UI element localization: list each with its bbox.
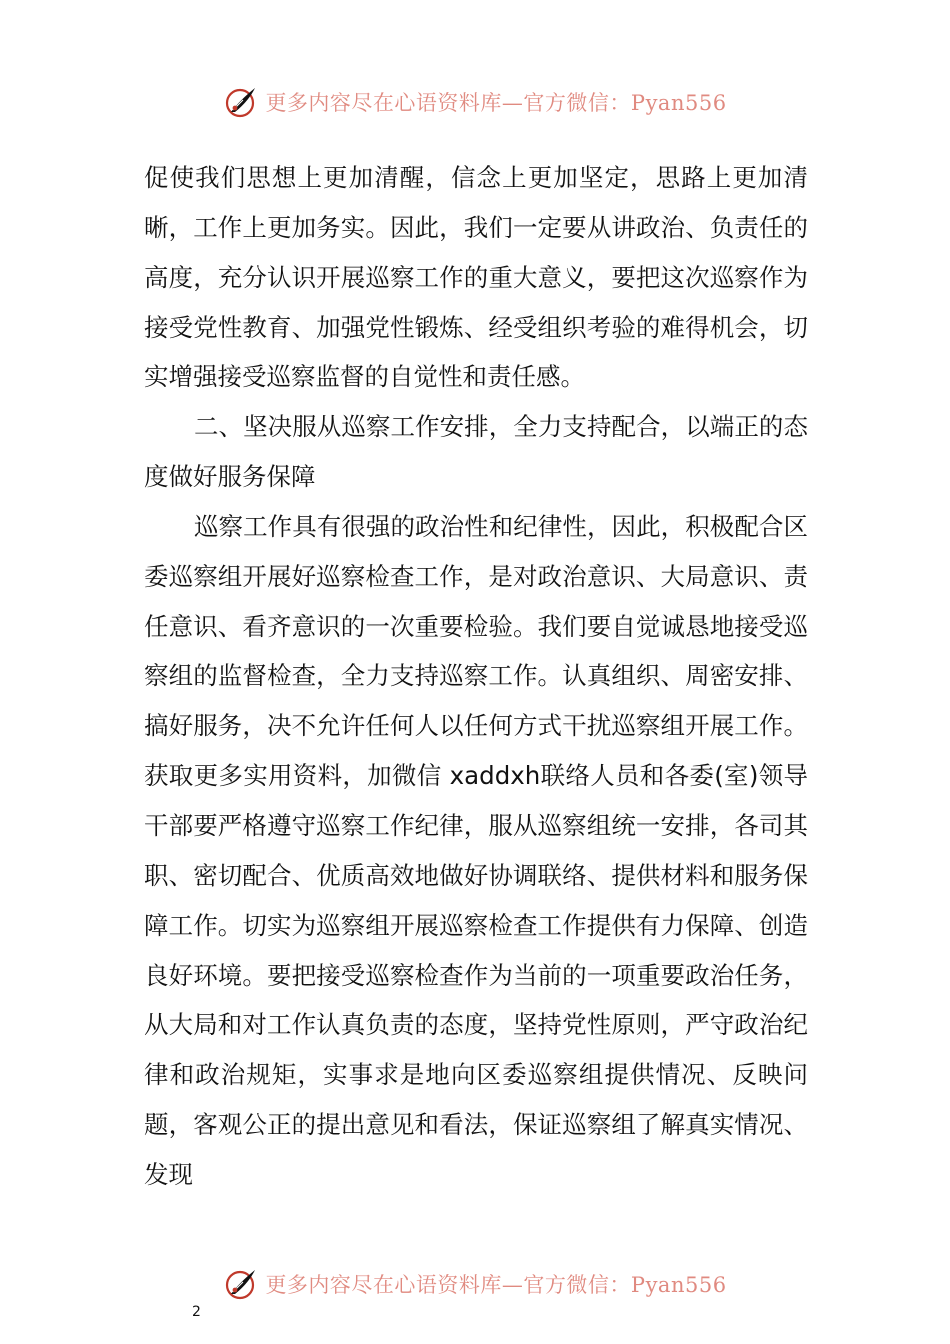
header-watermark [0, 84, 950, 120]
paragraph: 巡察工作具有很强的政治性和纪律性，因此，积极配合区委巡察组开展好巡察检查工作，是对政治意识、大局意识、责任意识、看齐意识的一次重要检验。我们要自觉诚恳地接受巡察组的监督检查，全力支持巡察工作。认真组织、周密安排、搞好服务，决不允许任何人以任何方式干扰巡察组开展工作。获取更多实用资料，加微信 xaddxh联络人员和各委(室)领导干部要严格遵守巡察工作纪律，服从巡察组统一安排，各司其职、密切配合、优质高效地做好协调联络、提供材料和服务保障工作。切实为巡察组开展巡察检查工作提供有力保障、创造良好环境。要把接受巡察检查作为当前的一项重要政治任务，从大局和对工作认真负责的态度，坚持党性原则，严守政治纪律和政治规矩，实事求是地向区委巡察组提供情况、反映问题，客观公正的提出意见和看法，保证巡察组了解真实情况、发现 [144, 511, 808, 1189]
page-number: 2 [192, 1304, 201, 1320]
watermark-text: 更多内容尽在心语资料库—官方微信：Pyan556 [265, 1273, 727, 1297]
section-heading: 二、坚决服从巡察工作安排，全力支持配合，以端正的态度做好服务保障 [144, 412, 808, 492]
footer-watermark [0, 1266, 950, 1302]
quill-pen-logo-icon [223, 1266, 259, 1302]
quill-pen-logo-icon [223, 84, 259, 120]
document-body [144, 153, 808, 1200]
paragraph: 促使我们思想上更加清醒，信念上更加坚定，思路上更加清晰，工作上更加务实。因此，我们一定要从讲政治、负责任的高度，充分认识开展巡察工作的重大意义，要把这次巡察作为接受党性教育、加强党性锻炼、经受组织考验的难得机会，切实增强接受巡察监督的自觉性和责任感。 [144, 163, 808, 392]
watermark-text: 更多内容尽在心语资料库—官方微信：Pyan556 [265, 91, 727, 115]
